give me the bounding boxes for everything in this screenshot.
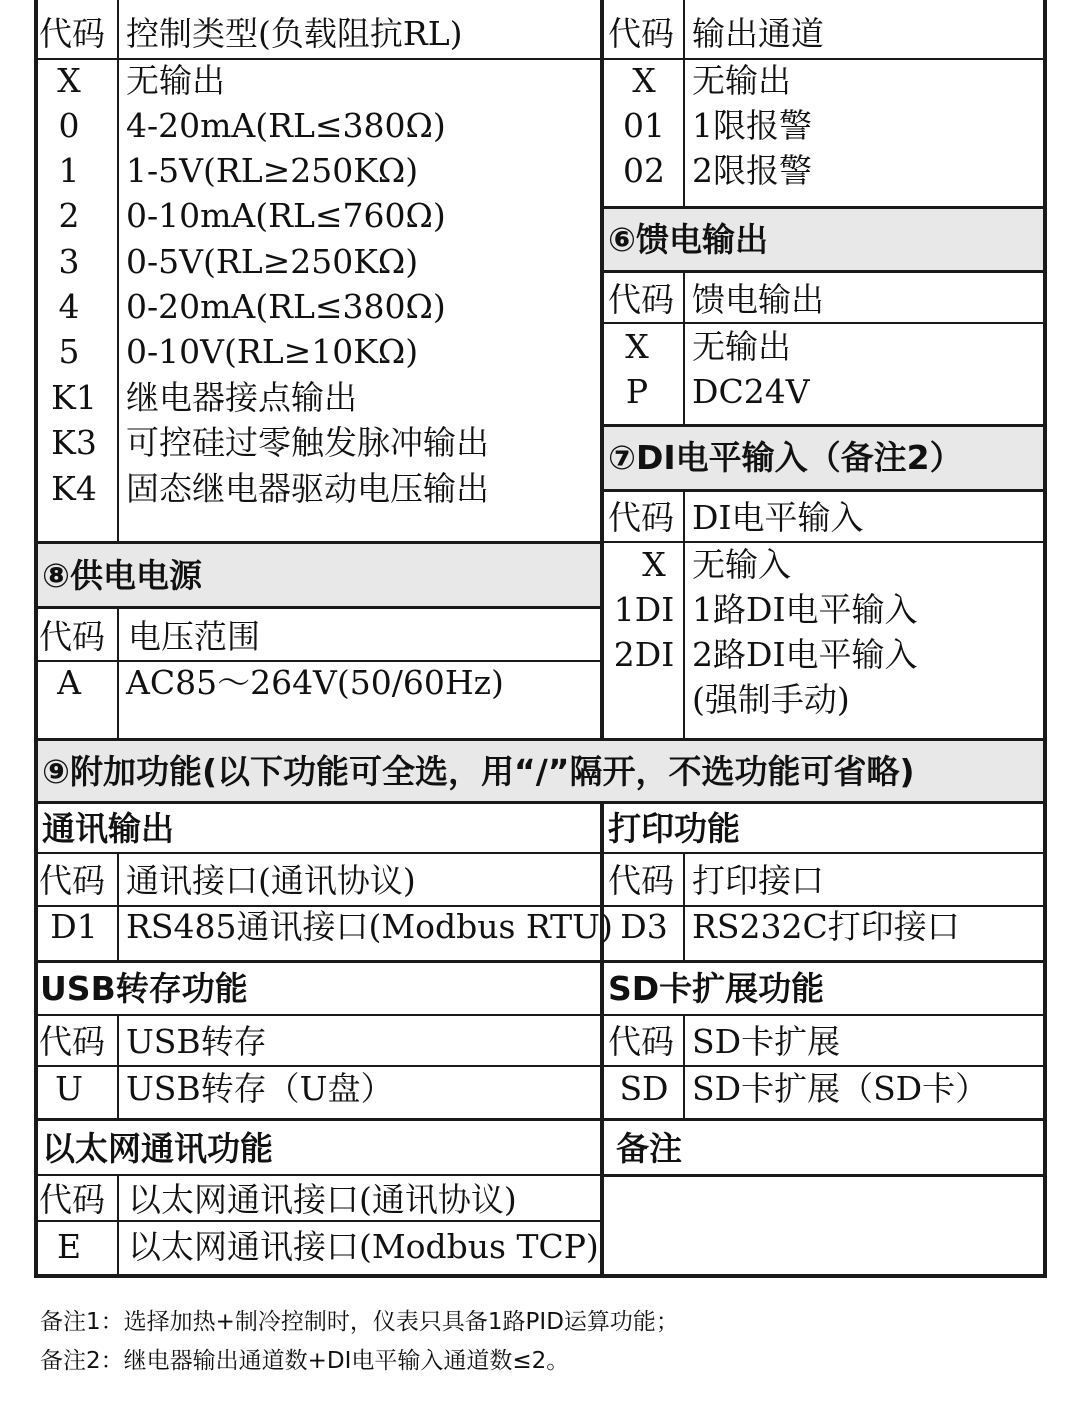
frame-bottom xyxy=(34,1274,1047,1278)
control-code: K4 xyxy=(51,469,97,508)
control-header-code: 代码 xyxy=(39,14,105,53)
hline-sec7-bottom xyxy=(602,489,1047,492)
control-text: 继电器接点输出 xyxy=(126,378,357,417)
print-header-code: 代码 xyxy=(608,861,674,900)
hline-eth-top xyxy=(34,1118,1047,1121)
sec6-text: DC24V xyxy=(692,372,810,411)
sd-header-name: SD卡扩展 xyxy=(692,1022,841,1061)
hline-sec6-bottom xyxy=(602,270,1047,273)
hline-eth-title xyxy=(34,1174,602,1176)
usb-title: USB转存功能 xyxy=(40,969,248,1008)
sec8-header-name: 电压范围 xyxy=(128,617,260,656)
divider-left-control xyxy=(117,0,119,543)
note-2: 备注2：继电器输出通道数+DI电平输入通道数≤2。 xyxy=(40,1348,570,1374)
sec7-title: ⑦DI电平输入（备注2） xyxy=(608,438,963,477)
hline-sec7-top xyxy=(602,424,1047,427)
hline-usb-top xyxy=(34,960,1047,963)
hline-sec6-top xyxy=(602,206,1047,209)
eth-header-code: 代码 xyxy=(39,1180,105,1219)
sec6-code: P xyxy=(625,372,649,411)
hline-sec7-header xyxy=(602,541,1047,543)
control-code: 0 xyxy=(58,106,80,145)
eth-header-name: 以太网通讯接口(通讯协议) xyxy=(128,1180,517,1219)
sec7-extra: (强制手动) xyxy=(692,680,850,719)
control-code: 4 xyxy=(58,287,80,326)
sec7-header-name: DI电平输入 xyxy=(692,498,864,537)
sec8-title: ⑧供电电源 xyxy=(42,556,202,595)
hline-sec6-header xyxy=(602,322,1047,324)
output-text: 2限报警 xyxy=(692,151,812,190)
sd-code: SD xyxy=(619,1069,669,1108)
sec8-text: AC85～264V(50/60Hz) xyxy=(126,663,504,702)
sec7-code: 2DI xyxy=(613,635,675,674)
control-text: 0-10mA(RL≤760Ω) xyxy=(126,196,446,235)
comm-code: D1 xyxy=(50,907,98,946)
control-code: K1 xyxy=(51,378,97,417)
divider-right-print xyxy=(683,853,685,961)
divider-left-comm xyxy=(117,853,119,961)
eth-text: 以太网通讯接口(Modbus TCP) xyxy=(128,1227,599,1266)
sd-text: SD卡扩展（SD卡） xyxy=(692,1069,989,1108)
divider-right-feed xyxy=(683,271,685,426)
output-code: X xyxy=(632,61,656,100)
sec7-text: 1路DI电平输入 xyxy=(692,590,918,629)
spec-table xyxy=(34,0,1047,1278)
comm-title: 通讯输出 xyxy=(42,809,174,848)
control-header-name: 控制类型(负载阻抗RL) xyxy=(126,14,463,53)
frame-right xyxy=(1043,0,1047,1278)
hline-left-header xyxy=(34,58,602,60)
divider-main-bottom xyxy=(600,802,604,1274)
output-code: 02 xyxy=(623,151,665,190)
print-title: 打印功能 xyxy=(608,809,740,848)
output-header-code: 代码 xyxy=(608,14,674,53)
remark-title: 备注 xyxy=(616,1129,682,1168)
sec8-header-code: 代码 xyxy=(39,617,105,656)
usb-text: USB转存（U盘） xyxy=(126,1069,394,1108)
sec6-code: X xyxy=(625,327,649,366)
sec7-header-code: 代码 xyxy=(608,498,674,537)
control-code: 3 xyxy=(58,242,80,281)
control-text: 0-5V(RL≥250KΩ) xyxy=(126,242,419,281)
output-text: 无输出 xyxy=(692,61,791,100)
divider-left-power xyxy=(117,607,119,740)
sec7-text: 无输入 xyxy=(692,545,791,584)
control-code: X xyxy=(57,61,81,100)
hline-right-header xyxy=(602,58,1047,60)
sd-header-code: 代码 xyxy=(608,1022,674,1061)
sec9-title: ⑨附加功能(以下功能可全选，用“/”隔开，不选功能可省略) xyxy=(42,752,915,791)
control-text: 固态继电器驱动电压输出 xyxy=(126,469,489,508)
hline-eth-header xyxy=(34,1220,602,1222)
eth-title: 以太网通讯功能 xyxy=(42,1129,273,1168)
comm-header-code: 代码 xyxy=(39,861,105,900)
output-code: 01 xyxy=(623,106,665,145)
control-code: 1 xyxy=(58,151,80,190)
control-code: K3 xyxy=(51,423,97,462)
sec8-code: A xyxy=(57,663,81,702)
sec6-text: 无输出 xyxy=(692,327,791,366)
control-text: 0-10V(RL≥10KΩ) xyxy=(126,332,419,371)
hline-sec8-bottom xyxy=(34,606,602,609)
hline-remark-title xyxy=(602,1174,1047,1177)
control-code: 2 xyxy=(58,196,80,235)
hline-usb-header xyxy=(34,1065,1047,1067)
usb-code: U xyxy=(55,1069,83,1108)
eth-code: E xyxy=(56,1227,82,1266)
print-text: RS232C打印接口 xyxy=(692,907,960,946)
sec6-header-name: 馈电输出 xyxy=(692,280,824,319)
control-text: 1-5V(RL≥250KΩ) xyxy=(126,151,419,190)
comm-header-name: 通讯接口(通讯协议) xyxy=(126,861,416,900)
control-text: 4-20mA(RL≤380Ω) xyxy=(126,106,446,145)
hline-sec8-header xyxy=(34,660,602,662)
hline-sec8-top xyxy=(34,541,602,544)
control-text: 无输出 xyxy=(126,61,225,100)
sec7-text: 2路DI电平输入 xyxy=(692,635,918,674)
divider-left-usb xyxy=(117,1015,119,1119)
usb-header-name: USB转存 xyxy=(126,1022,267,1061)
sd-title: SD卡扩展功能 xyxy=(608,969,825,1008)
sec6-header-code: 代码 xyxy=(608,280,674,319)
hline-usb-title xyxy=(34,1014,1047,1016)
comm-text: RS485通讯接口(Modbus RTU) xyxy=(126,907,613,946)
control-code: 5 xyxy=(58,332,80,371)
hline-sec9-bottom xyxy=(34,801,1047,804)
note-1: 备注1：选择加热+制冷控制时，仪表只具备1路PID运算功能； xyxy=(40,1309,679,1335)
control-text: 0-20mA(RL≤380Ω) xyxy=(126,287,446,326)
print-code: D3 xyxy=(620,907,668,946)
hline-comm-title xyxy=(34,852,1047,854)
hline-sec9-top xyxy=(34,738,1047,741)
divider-left-eth xyxy=(117,1175,119,1275)
sec7-code: X xyxy=(642,545,666,584)
control-text: 可控硅过零触发脉冲输出 xyxy=(126,423,489,462)
sec6-title: ⑥馈电输出 xyxy=(608,220,768,259)
print-header-name: 打印接口 xyxy=(692,861,824,900)
output-header-name: 输出通道 xyxy=(692,14,824,53)
usb-header-code: 代码 xyxy=(39,1022,105,1061)
output-text: 1限报警 xyxy=(692,106,812,145)
sec7-code: 1DI xyxy=(613,590,675,629)
